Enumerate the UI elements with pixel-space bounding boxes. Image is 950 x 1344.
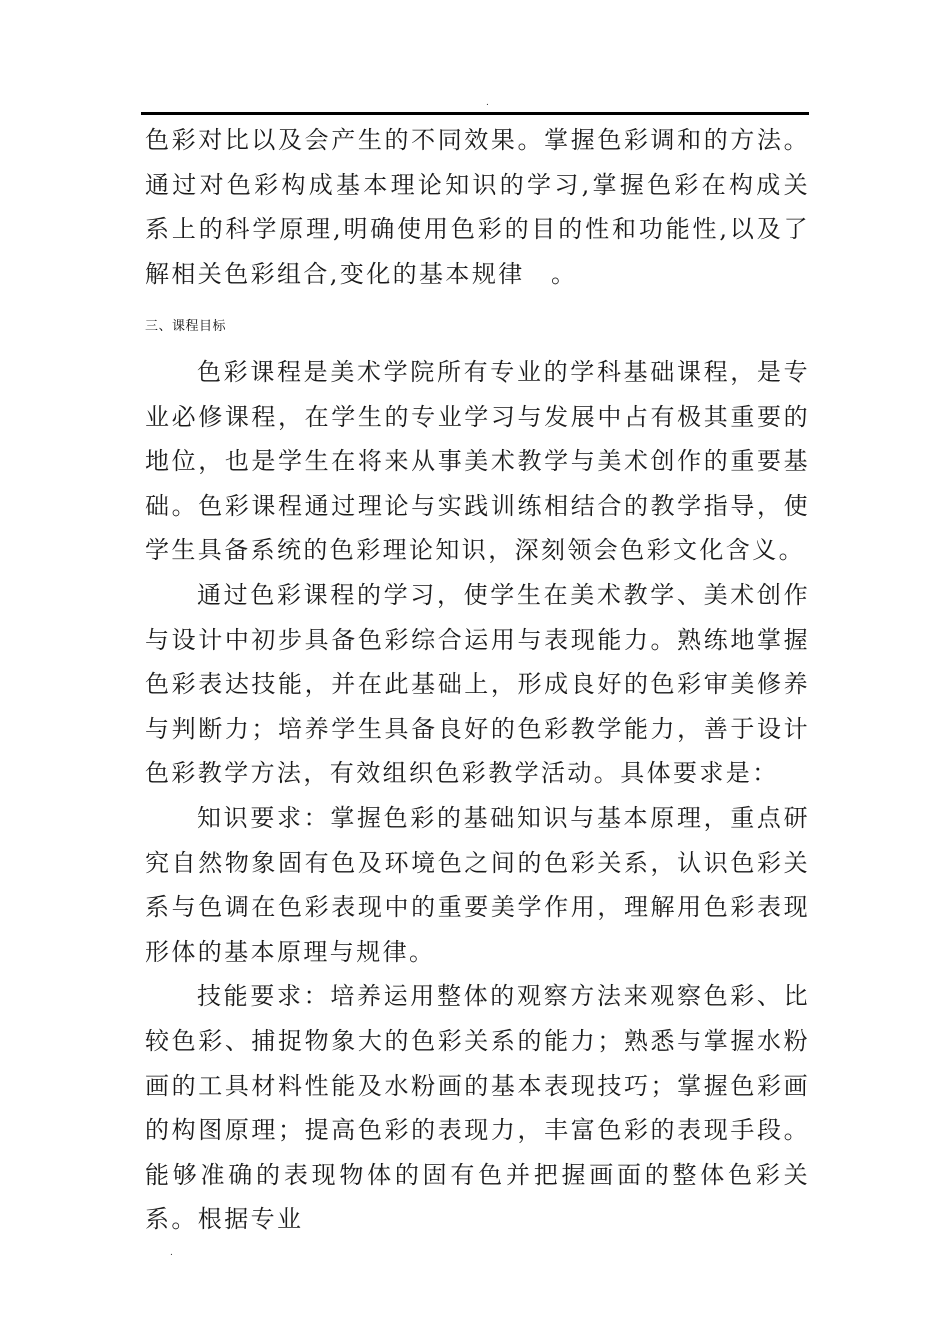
header-rule <box>141 112 809 115</box>
footer-mark: . <box>170 1248 173 1258</box>
paragraph-course-goals: 通过色彩课程的学习，使学生在美术教学、美术创作与设计中初步具备色彩综合运用与表现能力。熟练地掌握色彩表达技能，并在此基础上，形成良好的色彩审美修养与判断力；培养学生具备良好的色彩教学能力，善于设计色彩教学方法，有效组织色彩教学活动。具体要求是： <box>145 580 810 788</box>
document-body <box>145 118 810 1242</box>
paragraph-knowledge-requirements: 知识要求：掌握色彩的基础知识与基本原理，重点研究自然物象固有色及环境色之间的色彩关系，认识色彩关系与色调在色彩表现中的重要美学作用，理解用色彩表现形体的基本原理与规律。 <box>145 803 810 966</box>
paragraph-course-overview: 色彩课程是美术学院所有专业的学科基础课程，是专业必修课程，在学生的专业学习与发展中占有极其重要的地位，也是学生在将来从事美术教学与美术创作的重要基础。色彩课程通过理论与实践训练相结合的教学指导，使学生具备系统的色彩理论知识，深刻领会色彩文化含义。 <box>145 358 810 565</box>
paragraph-skill-requirements: 技能要求：培养运用整体的观察方法来观察色彩、比较色彩、捕捉物象大的色彩关系的能力；熟悉与掌握水粉画的工具材料性能及水粉画的基本表现技巧；掌握色彩画的构图原理；提高色彩的表现力，丰富色彩的表现手段。能够准确的表现物体的固有色并把握画面的整体色彩关系。根据专业 <box>145 982 810 1234</box>
header-mark: . <box>486 98 489 108</box>
section-heading-course-objectives: 三、课程目标 <box>145 319 227 334</box>
paragraph-course-content-continued: 色彩对比以及会产生的不同效果。掌握色彩调和的方法。通过对色彩构成基本理论知识的学习,掌握色彩在构成关系上的科学原理,明确使用色彩的目的性和功能性,以及了解相关色彩组合,变化的基本规律 。 <box>145 126 810 288</box>
